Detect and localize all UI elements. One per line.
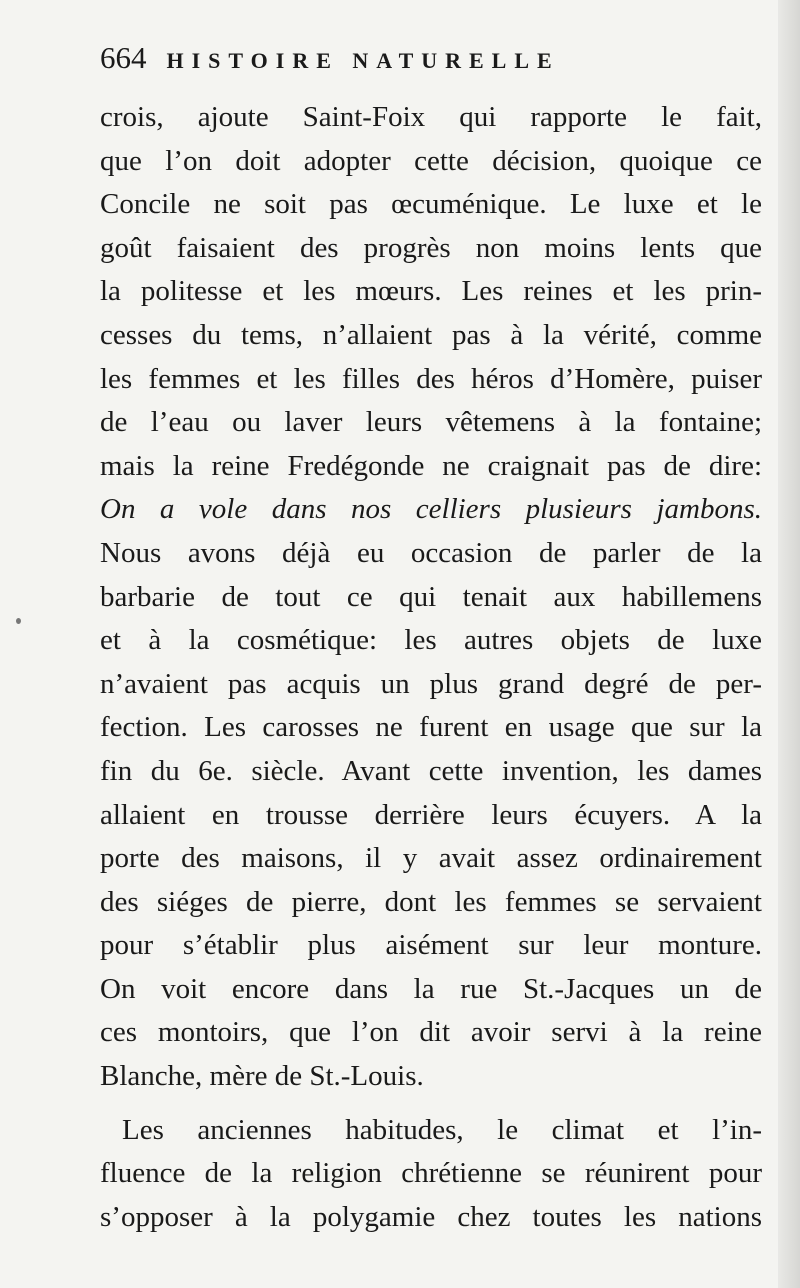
text-line: les femmes et les filles des héros d’Homère, puiser [100,362,762,395]
paragraph-2 [100,1109,762,1240]
text-line: ces montoirs, que l’on dit avoir servi à la reine [100,1016,762,1049]
text-line: Nous avons déjà eu occasion de parler de la [100,536,762,569]
text-line: mais la reine Fredégonde ne craignait pas de dire: [100,449,762,482]
text-line: porte des maisons, il y avait assez ordinairement [100,842,762,875]
running-title: HISTOIRE NATURELLE [166,48,560,73]
quoted-line: On a vole dans nos celliers plusieurs jambons. [100,493,762,526]
text-line: fluence de la religion chrétienne se réunirent pour [100,1157,762,1190]
page-edge-shadow [778,0,800,1288]
text-line: des siéges de pierre, dont les femmes se servaient [100,885,762,918]
text-line: On voit encore dans la rue St.-Jacques un de [100,972,762,1005]
text-line: goût faisaient des progrès non moins lents que [100,231,762,264]
text-line-last: Blanche, mère de St.-Louis. [100,1060,424,1093]
running-head [100,40,762,96]
text-line: et à la cosmétique: les autres objets de luxe [100,624,762,657]
text-line: crois, ajoute Saint-Foix qui rapporte le fait, [100,101,762,133]
text-line-indented: Les anciennes habitudes, le climat et l’in- [122,1113,762,1146]
text-line: la politesse et les mœurs. Les reines et les prin- [100,275,762,308]
page-number: 664 [100,40,147,75]
text-line: cesses du tems, n’allaient pas à la vérité, comme [100,318,762,351]
text-line: barbarie de tout ce qui tenait aux habillemens [100,580,762,613]
text-line: fin du 6e. siècle. Avant cette invention, les dames [100,754,762,787]
page-text-block [100,40,762,1239]
paragraph-1 [100,96,762,1099]
paragraph-gap [100,1099,762,1109]
text-line: s’opposer à la polygamie chez toutes les nations [100,1200,762,1233]
text-line: fection. Les carosses ne furent en usage que sur la [100,711,762,744]
text-line: Concile ne soit pas œcuménique. Le luxe et le [100,188,762,221]
text-line: allaient en trousse derrière leurs écuyers. A la [100,798,762,831]
text-line: de l’eau ou laver leurs vêtemens à la fontaine; [100,406,762,439]
text-line: n’avaient pas acquis un plus grand degré de per- [100,667,762,700]
text-line: que l’on doit adopter cette décision, quoique ce [100,144,762,177]
text-line: pour s’établir plus aisément sur leur monture. [100,929,762,962]
ink-speck [16,618,21,624]
